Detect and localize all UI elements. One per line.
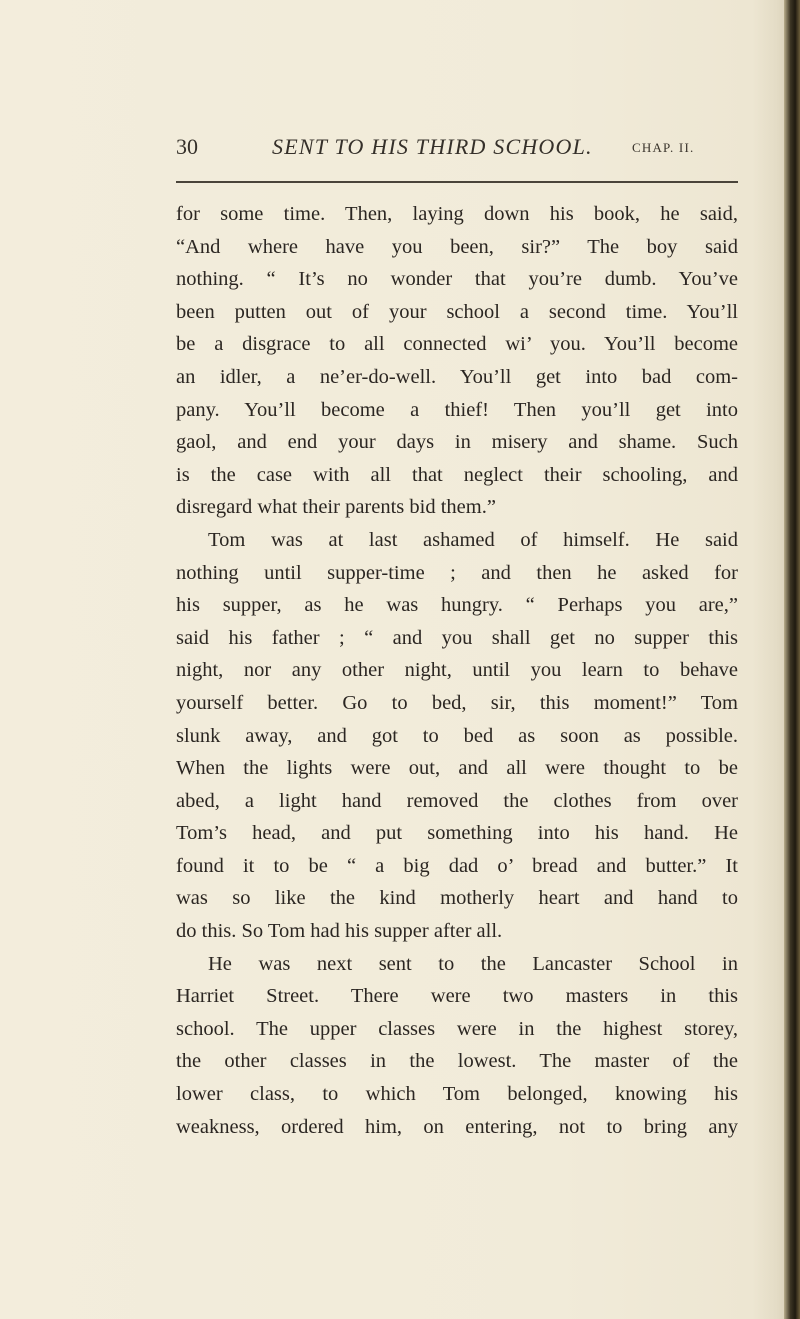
text-line: abed, a light hand removed the clothes from over [176,789,738,812]
text-line: “And where have you been, sir?” The boy said [176,235,738,258]
running-title: SENT TO HIS THIRD SCHOOL. [272,134,593,159]
text-line: lower class, to which Tom belonged, knowing his [176,1083,738,1106]
page-number: 30 [176,134,198,159]
text-line: He was next sent to the Lancaster School in [208,952,738,975]
text-line: pany. You’ll become a thief! Then you’ll get into [176,398,738,421]
body-text [176,198,738,1143]
text-line: been putten out of your school a second time. You’ll [176,300,738,323]
text-line: school. The upper classes were in the highest storey, [176,1017,738,1040]
text-line: was so like the kind motherly heart and hand to [176,887,738,910]
text-line: nothing until supper-time ; and then he asked for [176,561,738,584]
text-line: weakness, ordered him, on entering, not to bring any [176,1115,738,1138]
text-line: an idler, a ne’er-do-well. You’ll get into bad com- [176,365,738,388]
header-rule [176,181,738,183]
text-line: night, nor any other night, until you learn to behave [176,659,738,682]
text-line: his supper, as he was hungry. “ Perhaps you are,” [176,594,738,617]
page-edge-shadow [784,0,800,1319]
text-line: Tom was at last ashamed of himself. He said [208,528,738,551]
text-line: gaol, and end your days in misery and shame. Such [176,431,738,454]
chapter-marker: CHAP. II. [632,140,695,155]
text-line: disregard what their parents bid them.” [176,496,496,519]
text-line: slunk away, and got to bed as soon as possible. [176,724,738,747]
text-line: do this. So Tom had his supper after all. [176,920,503,943]
text-line: be a disgrace to all connected wi’ you. You’ll become [176,333,738,356]
text-line: for some time. Then, laying down his book, he said, [176,203,738,225]
text-line: Harriet Street. There were two masters in this [176,985,738,1008]
text-line: found it to be “ a big dad o’ bread and butter.” It [176,854,738,877]
text-line: When the lights were out, and all were thought to be [176,757,738,780]
text-line: Tom’s head, and put something into his hand. He [176,822,738,845]
text-line: the other classes in the lowest. The master of the [176,1050,738,1073]
running-head [176,134,740,174]
text-line: said his father ; “ and you shall get no supper this [176,626,738,649]
text-line: yourself better. Go to bed, sir, this moment!” Tom [176,691,738,714]
text-line: nothing. “ It’s no wonder that you’re dumb. You’ve [176,268,738,291]
text-line: is the case with all that neglect their schooling, and [176,463,738,486]
